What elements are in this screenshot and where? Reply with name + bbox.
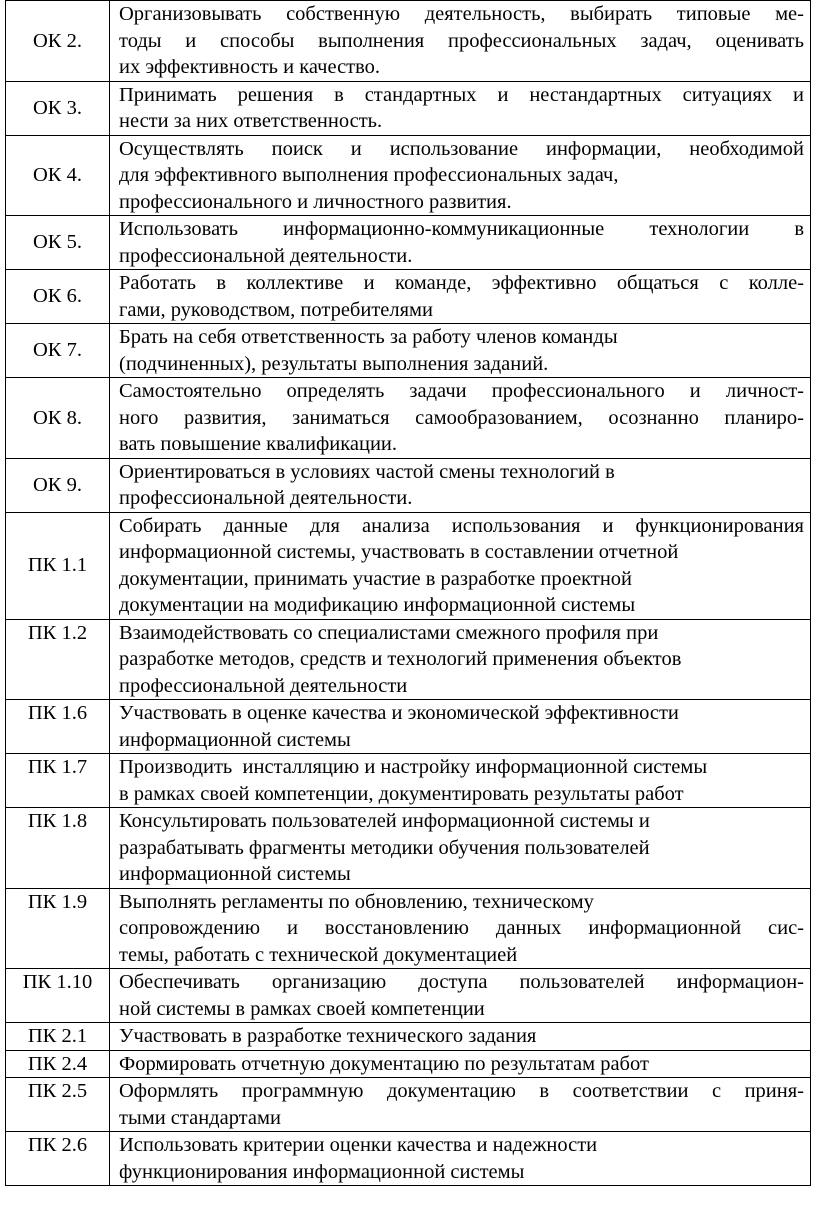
- description-line: Формировать отчетную документацию по результатам работ: [119, 1052, 649, 1075]
- competency-description: [110, 458, 811, 512]
- competency-code: ПК 1.7: [6, 754, 110, 808]
- competencies-table: [5, 0, 811, 1186]
- description-line: их эффективность и качество.: [119, 56, 381, 78]
- description-line: сопровождению и восстановлению данных информационной сис-: [119, 917, 804, 939]
- description-line: профессиональной деятельности.: [119, 487, 413, 509]
- description-line: Организовывать собственную деятельность, выбирать типовые ме-: [119, 3, 804, 25]
- description-line: вать повышение квалификации.: [119, 433, 398, 455]
- description-line: тыми стандартами: [119, 1106, 281, 1129]
- description-line: для эффективного выполнения профессиональных задач,: [119, 164, 619, 186]
- competency-code: ОК 8.: [6, 378, 110, 459]
- description-line: Собирать данные для анализа использования и функционирования: [119, 514, 804, 537]
- table-row: [6, 1078, 811, 1132]
- competency-code: ПК 1.8: [6, 808, 110, 889]
- description-line: Взаимодействовать со специалистами смежного профиля при: [119, 621, 659, 644]
- description-line: Работать в коллективе и команде, эффективно общаться с колле-: [119, 272, 804, 294]
- table-row: [6, 808, 811, 889]
- description-line: информационной системы, участвовать в составлении отчетной: [119, 541, 679, 563]
- competency-description: [110, 324, 811, 378]
- description-line: разработке методов, средств и технологий применения объектов: [119, 648, 682, 670]
- table-row: [6, 324, 811, 378]
- description-line: профессионального и личностного развития.: [119, 190, 512, 213]
- table-row: [6, 1023, 811, 1051]
- competency-description: [110, 81, 811, 135]
- description-line: информационной системы: [119, 863, 351, 885]
- competency-code: ПК 2.5: [6, 1078, 110, 1132]
- table-row: [6, 754, 811, 808]
- description-line: нести за них ответственность.: [119, 110, 383, 132]
- competency-description: [110, 700, 811, 754]
- competency-description: [110, 619, 811, 700]
- table-row: [6, 619, 811, 700]
- description-line: ной системы в рамках своей компетенции: [119, 997, 485, 1020]
- description-line: Производить инсталляцию и настройку информационной системы: [119, 756, 708, 778]
- table-row: [6, 81, 811, 135]
- competency-description: [110, 1132, 811, 1186]
- table-row: [6, 270, 811, 324]
- description-line: Выполнять регламенты по обновлению, техническому: [119, 890, 594, 913]
- competency-code: ПК 2.6: [6, 1132, 110, 1186]
- description-line: Принимать решения в стандартных и нестандартных ситуациях и: [119, 83, 804, 106]
- competency-description: [110, 1050, 811, 1078]
- competency-code: ОК 7.: [6, 324, 110, 378]
- competency-description: [110, 1078, 811, 1132]
- description-line: Использовать информационно-коммуникационные технологии в: [119, 218, 804, 240]
- description-line: в рамках своей компетенции, документировать результаты работ: [119, 782, 684, 805]
- competency-code: ПК 2.1: [6, 1023, 110, 1051]
- description-line: Обеспечивать организацию доступа пользователей информацион-: [119, 971, 804, 993]
- competency-code: ПК 1.2: [6, 619, 110, 700]
- table-row: [6, 512, 811, 619]
- competency-code: ПК 1.10: [6, 969, 110, 1023]
- table-row: [6, 700, 811, 754]
- description-line: профессиональной деятельности: [119, 674, 408, 697]
- description-line: документации, принимать участие в разработке проектной: [119, 567, 633, 590]
- table-row: [6, 1050, 811, 1078]
- competency-description: [110, 1, 811, 82]
- competency-description: [110, 1023, 811, 1051]
- description-line: Участвовать в разработке технического задания: [119, 1025, 537, 1047]
- description-line: Самостоятельно определять задачи профессионального и личност-: [119, 380, 804, 402]
- description-line: разрабатывать фрагменты методики обучения пользователей: [119, 836, 650, 859]
- description-line: Оформлять программную документацию в соответствии с приня-: [119, 1080, 804, 1102]
- competency-description: [110, 512, 811, 619]
- competency-description: [110, 270, 811, 324]
- competency-code: ПК 1.1: [6, 512, 110, 619]
- table-row: [6, 888, 811, 969]
- competency-code: ОК 6.: [6, 270, 110, 324]
- description-line: ного развития, заниматься самообразованием, осознанно планиро-: [119, 406, 804, 429]
- competency-code: ПК 1.9: [6, 888, 110, 969]
- table-row: [6, 216, 811, 270]
- table-row: [6, 969, 811, 1023]
- competency-code: ОК 3.: [6, 81, 110, 135]
- competency-description: [110, 135, 811, 216]
- competency-description: [110, 754, 811, 808]
- description-line: (подчиненных), результаты выполнения заданий.: [119, 352, 549, 375]
- description-line: Использовать критерии оценки качества и надежности: [119, 1134, 598, 1156]
- description-line: гами, руководством, потребителями: [119, 298, 433, 321]
- competency-description: [110, 888, 811, 969]
- competency-code: ОК 9.: [6, 458, 110, 512]
- description-line: Осуществлять поиск и использование информации, необходимой: [119, 137, 804, 160]
- competency-code: ОК 5.: [6, 216, 110, 270]
- description-line: профессиональной деятельности.: [119, 244, 413, 267]
- competency-code: ОК 4.: [6, 135, 110, 216]
- description-line: Ориентироваться в условиях частой смены технологий в: [119, 460, 615, 483]
- competency-description: [110, 216, 811, 270]
- competency-code: ПК 1.6: [6, 700, 110, 754]
- table-row: [6, 135, 811, 216]
- competency-description: [110, 378, 811, 459]
- competency-code: ОК 2.: [6, 1, 110, 82]
- table-row: [6, 378, 811, 459]
- table-row: [6, 1132, 811, 1186]
- table-row: [6, 458, 811, 512]
- table-row: [6, 1, 811, 82]
- competency-description: [110, 969, 811, 1023]
- description-line: документации на модификацию информационной системы: [119, 594, 636, 616]
- description-line: Брать на себя ответственность за работу членов команды: [119, 326, 618, 348]
- description-line: темы, работать с технической документацией: [119, 943, 518, 966]
- description-line: тоды и способы выполнения профессиональных задач, оценивать: [119, 29, 804, 52]
- description-line: Участвовать в оценке качества и экономической эффективности: [119, 702, 679, 724]
- competency-code: ПК 2.4: [6, 1050, 110, 1078]
- description-line: Консультировать пользователей информационной системы и: [119, 810, 650, 832]
- description-line: информационной системы: [119, 728, 351, 751]
- description-line: функционирования информационной системы: [119, 1160, 525, 1183]
- competency-description: [110, 808, 811, 889]
